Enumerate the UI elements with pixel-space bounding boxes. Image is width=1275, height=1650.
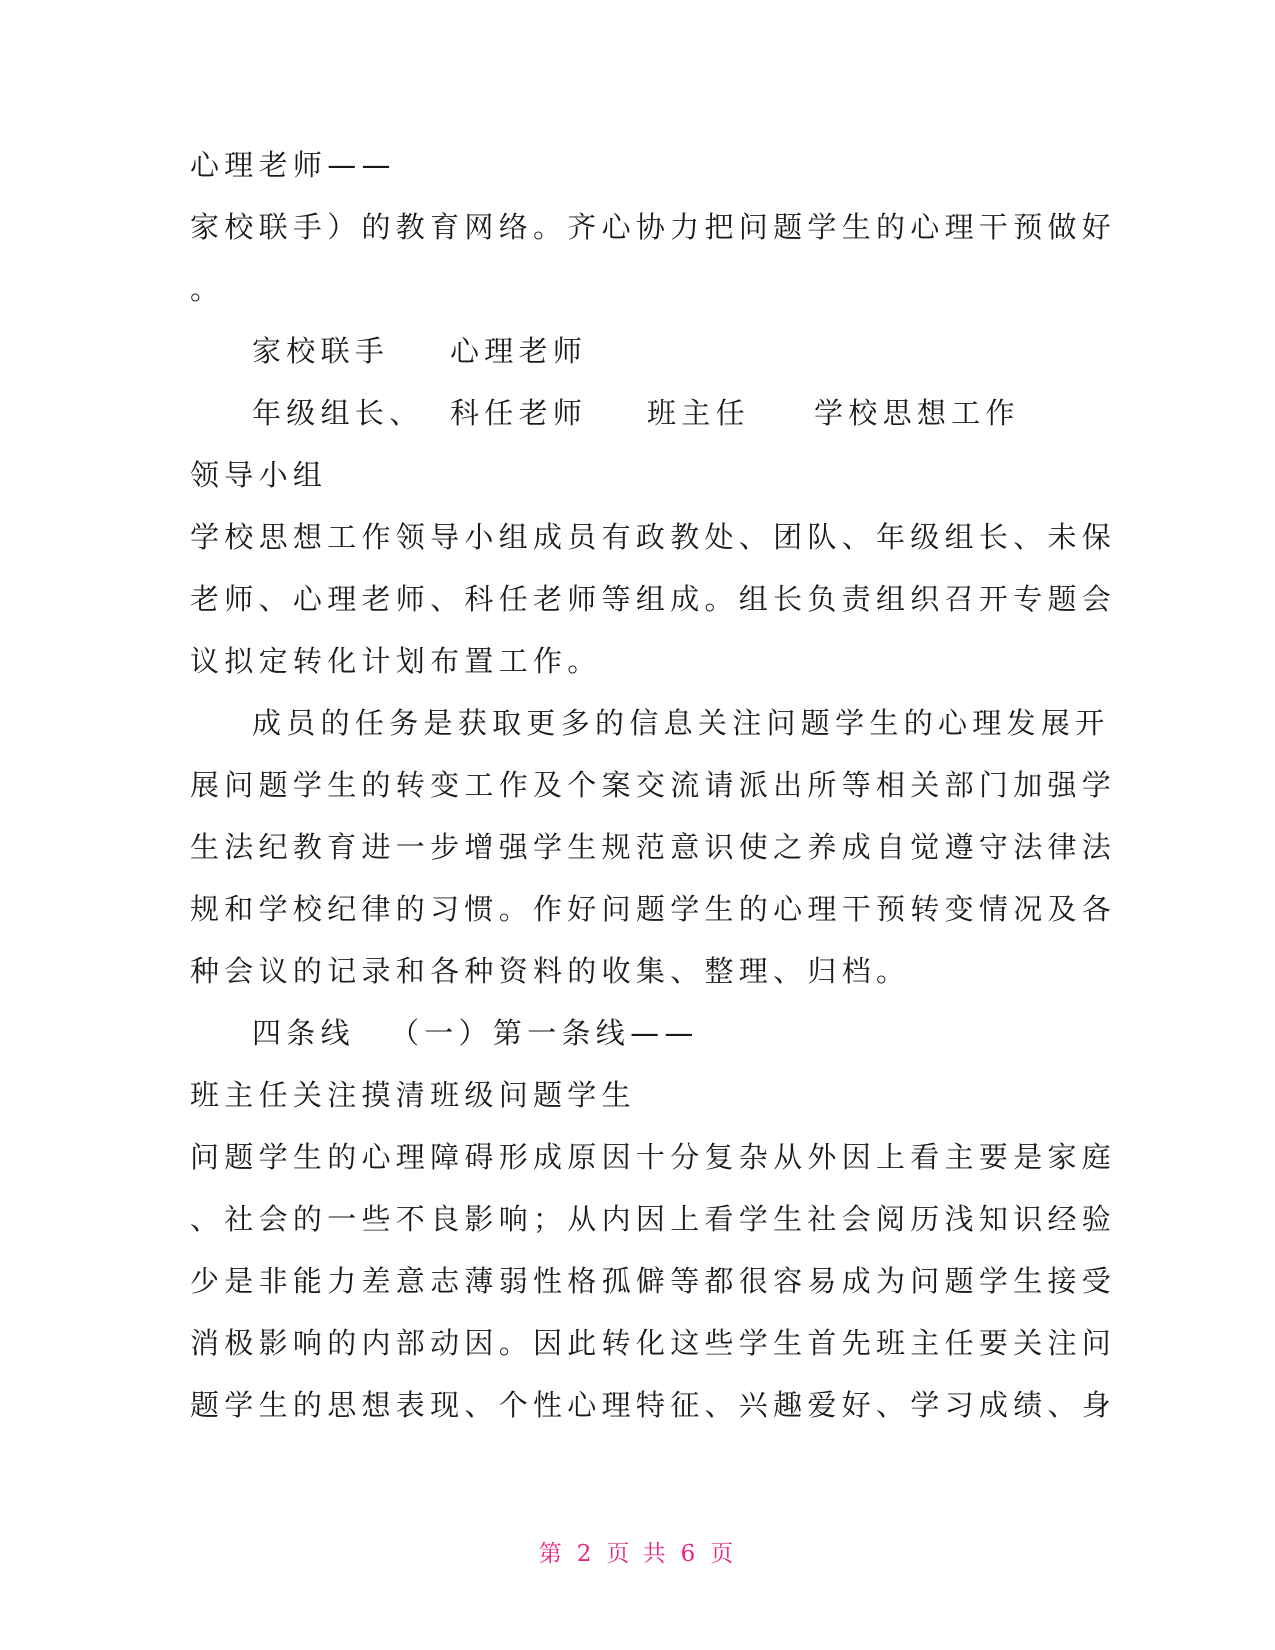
network-label-school-ideology: 学校思想工作 xyxy=(814,396,1020,430)
footer-total-pages: 6 xyxy=(680,1541,699,1567)
network-label-home-school: 家校联手 xyxy=(252,334,390,368)
text-line: 议拟定转化计划布置工作。 xyxy=(190,644,602,678)
text-line: 、社会的一些不良影响；从内因上看学生社会阅历浅知识经验 xyxy=(190,1202,1117,1236)
text-line: 少是非能力差意志薄弱性格孤僻等都很容易成为问题学生接受 xyxy=(190,1264,1117,1298)
text-line: 展问题学生的转变工作及个案交流请派出所等相关部门加强学 xyxy=(190,768,1117,802)
footer-prefix: 第 xyxy=(538,1541,565,1567)
text-line: 生法纪教育进一步增强学生规范意识使之养成自觉遵守法律法 xyxy=(190,830,1117,864)
text-line: 家校联手）的教育网络。齐心协力把问题学生的心理干预做好 xyxy=(190,210,1117,244)
page-number-footer xyxy=(0,1535,1275,1568)
text-line: 老师、心理老师、科任老师等组成。组长负责组织召开专题会 xyxy=(190,582,1117,616)
section-heading-first-line: （一）第一条线—— xyxy=(390,1016,699,1050)
text-line: 。 xyxy=(190,272,225,306)
text-line: 问题学生的心理障碍形成原因十分复杂从外因上看主要是家庭 xyxy=(190,1140,1117,1174)
text-line: 心理老师—— xyxy=(190,148,396,182)
text-line: 成员的任务是获取更多的信息关注问题学生的心理发展开 xyxy=(252,706,1110,740)
section-label-four-lines: 四条线 xyxy=(252,1016,355,1050)
text-line: 学校思想工作领导小组成员有政教处、团队、年级组长、未保 xyxy=(190,520,1117,554)
footer-page-number: 2 xyxy=(576,1541,595,1567)
text-line: 题学生的思想表现、个性心理特征、兴趣爱好、学习成绩、身 xyxy=(190,1388,1117,1422)
text-line: 种会议的记录和各种资料的收集、整理、归档。 xyxy=(190,954,911,988)
text-line: 班主任关注摸清班级问题学生 xyxy=(190,1078,636,1112)
text-line: 消极影响的内部动因。因此转化这些学生首先班主任要关注问 xyxy=(190,1326,1117,1360)
footer-suffix: 页 xyxy=(710,1541,737,1567)
network-label-head-teacher: 班主任 xyxy=(647,396,750,430)
network-label-grade-leader: 年级组长、 xyxy=(252,396,424,430)
text-line: 规和学校纪律的习惯。作好问题学生的心理干预转变情况及各 xyxy=(190,892,1117,926)
network-label-subject-teacher: 科任老师 xyxy=(450,396,588,430)
text-line: 领导小组 xyxy=(190,458,328,492)
network-label-psych-teacher: 心理老师 xyxy=(450,334,588,368)
footer-mid: 页 共 xyxy=(606,1541,669,1567)
